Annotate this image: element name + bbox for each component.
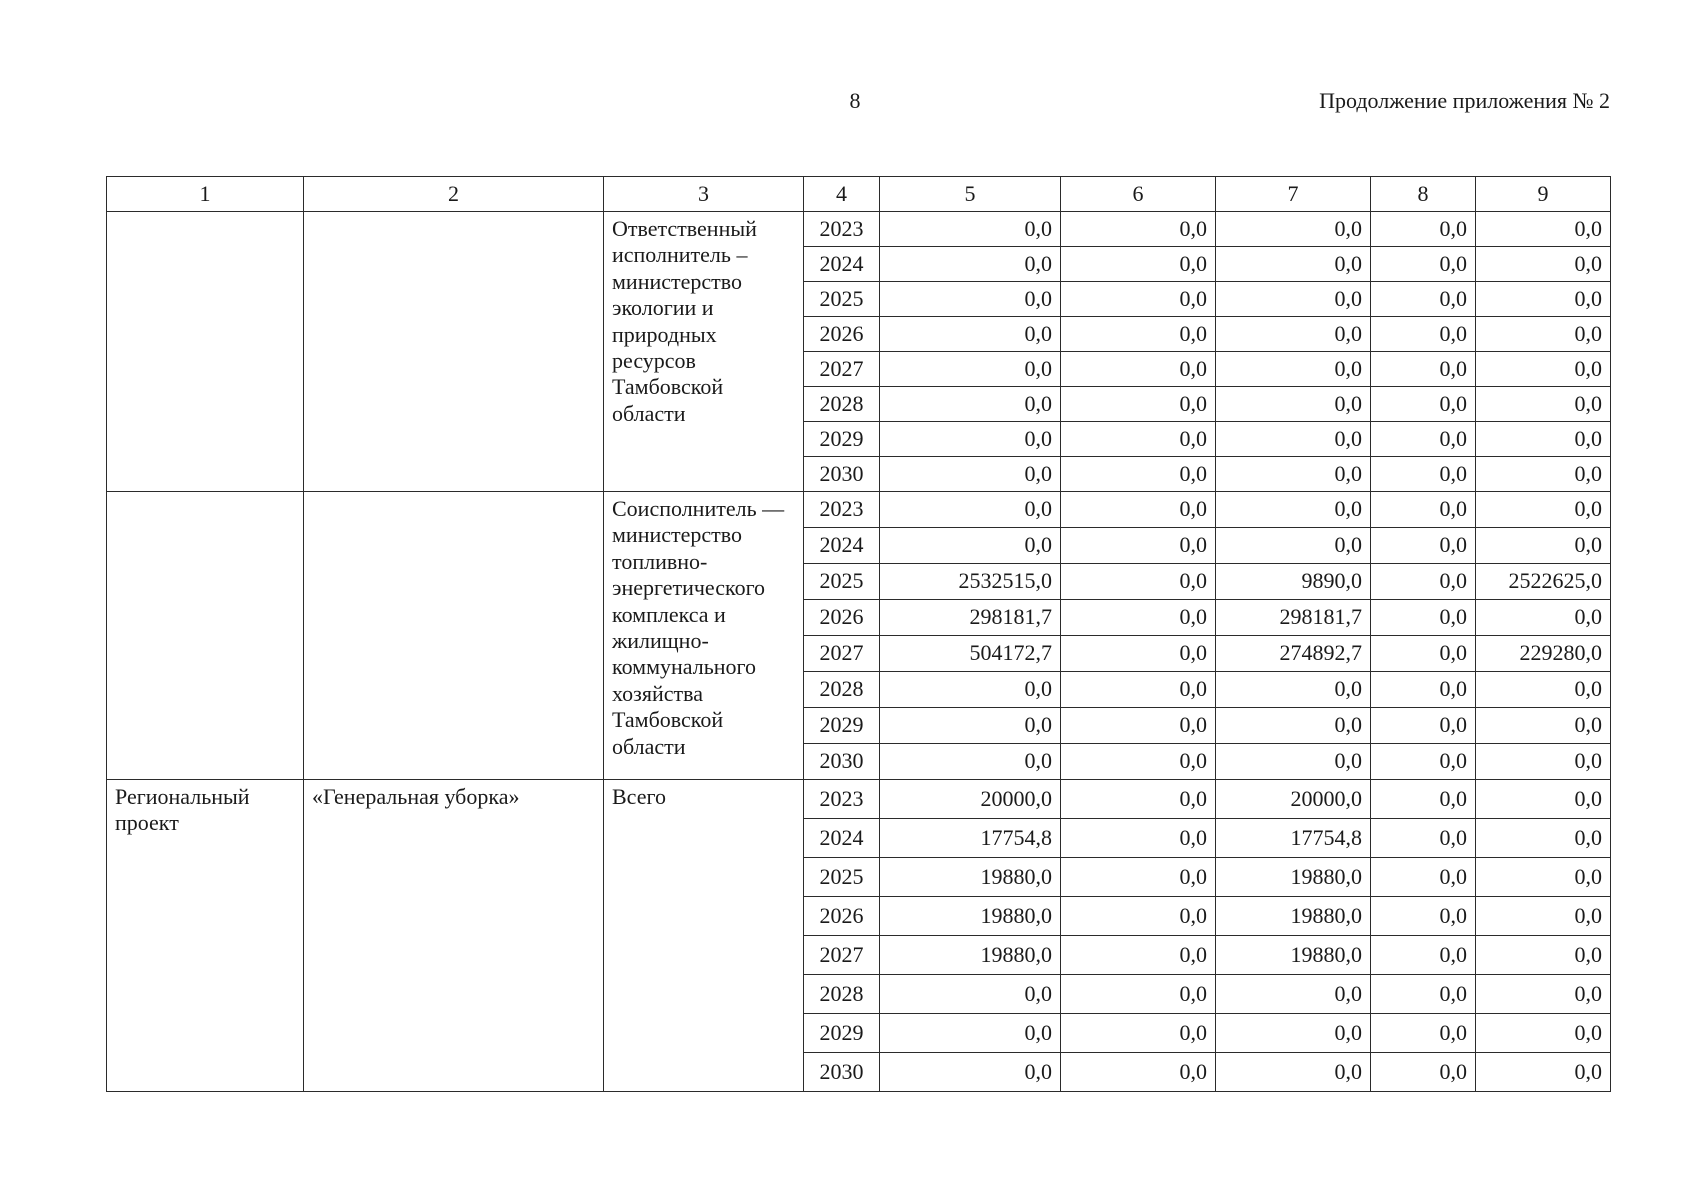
value-cell-c8: 0,0 [1371,780,1476,819]
year-cell: 2023 [804,212,880,247]
value-cell-c7: 0,0 [1216,1053,1371,1092]
year-cell: 2024 [804,819,880,858]
value-cell-c8: 0,0 [1371,247,1476,282]
value-cell-c5: 0,0 [880,1053,1061,1092]
value-cell-c5: 20000,0 [880,780,1061,819]
value-cell-c5: 0,0 [880,317,1061,352]
value-cell-c6: 0,0 [1061,212,1216,247]
value-cell-c8: 0,0 [1371,387,1476,422]
value-cell-c9: 0,0 [1476,212,1611,247]
value-cell-c6: 0,0 [1061,744,1216,780]
value-cell-c5: 17754,8 [880,819,1061,858]
value-cell-c8: 0,0 [1371,1014,1476,1053]
value-cell-c5: 19880,0 [880,936,1061,975]
value-cell-c6: 0,0 [1061,672,1216,708]
year-cell: 2030 [804,457,880,492]
column-number: 3 [604,177,804,212]
row-group-type [107,212,304,492]
table-row [107,212,1611,247]
value-cell-c6: 0,0 [1061,780,1216,819]
year-cell: 2030 [804,744,880,780]
value-cell-c5: 298181,7 [880,600,1061,636]
value-cell-c7: 274892,7 [1216,636,1371,672]
value-cell-c8: 0,0 [1371,600,1476,636]
year-cell: 2023 [804,492,880,528]
value-cell-c6: 0,0 [1061,457,1216,492]
value-cell-c8: 0,0 [1371,352,1476,387]
value-cell-c8: 0,0 [1371,975,1476,1014]
value-cell-c5: 0,0 [880,387,1061,422]
value-cell-c5: 0,0 [880,282,1061,317]
value-cell-c7: 17754,8 [1216,819,1371,858]
value-cell-c8: 0,0 [1371,1053,1476,1092]
value-cell-c9: 0,0 [1476,744,1611,780]
value-cell-c7: 0,0 [1216,528,1371,564]
value-cell-c8: 0,0 [1371,528,1476,564]
year-cell: 2027 [804,636,880,672]
value-cell-c7: 0,0 [1216,387,1371,422]
column-number: 8 [1371,177,1476,212]
value-cell-c6: 0,0 [1061,600,1216,636]
value-cell-c6: 0,0 [1061,282,1216,317]
year-cell: 2023 [804,780,880,819]
value-cell-c6: 0,0 [1061,975,1216,1014]
value-cell-c9: 0,0 [1476,600,1611,636]
page-number: 8 [849,88,861,113]
year-cell: 2029 [804,422,880,457]
value-cell-c9: 0,0 [1476,492,1611,528]
value-cell-c9: 0,0 [1476,708,1611,744]
value-cell-c5: 19880,0 [880,897,1061,936]
year-cell: 2026 [804,600,880,636]
value-cell-c6: 0,0 [1061,897,1216,936]
row-group-name [304,492,604,780]
value-cell-c9: 0,0 [1476,780,1611,819]
value-cell-c7: 298181,7 [1216,600,1371,636]
value-cell-c7: 9890,0 [1216,564,1371,600]
value-cell-c5: 0,0 [880,247,1061,282]
year-cell: 2028 [804,387,880,422]
value-cell-c5: 0,0 [880,422,1061,457]
value-cell-c5: 504172,7 [880,636,1061,672]
budget-table [106,176,1611,1092]
value-cell-c5: 0,0 [880,708,1061,744]
value-cell-c9: 0,0 [1476,528,1611,564]
value-cell-c5: 19880,0 [880,858,1061,897]
value-cell-c6: 0,0 [1061,247,1216,282]
value-cell-c5: 0,0 [880,1014,1061,1053]
value-cell-c5: 0,0 [880,672,1061,708]
value-cell-c7: 0,0 [1216,457,1371,492]
value-cell-c9: 0,0 [1476,1053,1611,1092]
year-cell: 2026 [804,897,880,936]
value-cell-c6: 0,0 [1061,1014,1216,1053]
value-cell-c9: 2522625,0 [1476,564,1611,600]
year-cell: 2026 [804,317,880,352]
value-cell-c5: 0,0 [880,212,1061,247]
value-cell-c6: 0,0 [1061,564,1216,600]
value-cell-c5: 0,0 [880,975,1061,1014]
value-cell-c6: 0,0 [1061,858,1216,897]
value-cell-c9: 0,0 [1476,317,1611,352]
value-cell-c9: 0,0 [1476,282,1611,317]
value-cell-c9: 0,0 [1476,672,1611,708]
value-cell-c8: 0,0 [1371,672,1476,708]
year-cell: 2024 [804,528,880,564]
value-cell-c7: 0,0 [1216,422,1371,457]
column-number-row [107,177,1611,212]
value-cell-c6: 0,0 [1061,317,1216,352]
value-cell-c7: 19880,0 [1216,897,1371,936]
value-cell-c8: 0,0 [1371,212,1476,247]
year-cell: 2024 [804,247,880,282]
value-cell-c9: 0,0 [1476,422,1611,457]
value-cell-c6: 0,0 [1061,936,1216,975]
table-row [107,780,1611,819]
year-cell: 2029 [804,708,880,744]
value-cell-c9: 0,0 [1476,975,1611,1014]
value-cell-c7: 0,0 [1216,672,1371,708]
year-cell: 2027 [804,936,880,975]
column-number: 4 [804,177,880,212]
value-cell-c9: 0,0 [1476,1014,1611,1053]
value-cell-c7: 0,0 [1216,492,1371,528]
value-cell-c7: 0,0 [1216,1014,1371,1053]
value-cell-c6: 0,0 [1061,492,1216,528]
value-cell-c7: 19880,0 [1216,858,1371,897]
value-cell-c8: 0,0 [1371,317,1476,352]
value-cell-c7: 20000,0 [1216,780,1371,819]
value-cell-c5: 0,0 [880,457,1061,492]
year-cell: 2025 [804,564,880,600]
year-cell: 2030 [804,1053,880,1092]
continuation-note: Продолжение приложения № 2 [1319,88,1610,113]
value-cell-c5: 0,0 [880,352,1061,387]
value-cell-c8: 0,0 [1371,422,1476,457]
value-cell-c8: 0,0 [1371,636,1476,672]
value-cell-c9: 0,0 [1476,897,1611,936]
value-cell-c9: 0,0 [1476,247,1611,282]
year-cell: 2025 [804,858,880,897]
value-cell-c8: 0,0 [1371,936,1476,975]
value-cell-c6: 0,0 [1061,708,1216,744]
row-group-executor: Всего [604,780,804,1092]
value-cell-c8: 0,0 [1371,858,1476,897]
row-group-type [107,492,304,780]
row-group-name: «Генеральная уборка» [304,780,604,1092]
value-cell-c7: 0,0 [1216,317,1371,352]
column-number: 9 [1476,177,1611,212]
value-cell-c7: 0,0 [1216,282,1371,317]
value-cell-c8: 0,0 [1371,897,1476,936]
value-cell-c9: 0,0 [1476,387,1611,422]
value-cell-c8: 0,0 [1371,564,1476,600]
value-cell-c9: 229280,0 [1476,636,1611,672]
value-cell-c9: 0,0 [1476,819,1611,858]
year-cell: 2028 [804,975,880,1014]
value-cell-c7: 0,0 [1216,352,1371,387]
column-number: 7 [1216,177,1371,212]
column-number: 2 [304,177,604,212]
value-cell-c8: 0,0 [1371,457,1476,492]
table-body [107,212,1611,1092]
column-number: 5 [880,177,1061,212]
value-cell-c8: 0,0 [1371,744,1476,780]
value-cell-c6: 0,0 [1061,636,1216,672]
column-number: 1 [107,177,304,212]
row-group-executor: Соисполнитель — министерство топливно-энергетического комплекса и жилищно-коммунального хозяйства Тамбовской области [604,492,804,780]
value-cell-c9: 0,0 [1476,352,1611,387]
value-cell-c5: 0,0 [880,492,1061,528]
value-cell-c6: 0,0 [1061,422,1216,457]
value-cell-c6: 0,0 [1061,352,1216,387]
year-cell: 2025 [804,282,880,317]
value-cell-c7: 0,0 [1216,212,1371,247]
row-group-type: Региональный проект [107,780,304,1092]
value-cell-c7: 0,0 [1216,744,1371,780]
column-number: 6 [1061,177,1216,212]
value-cell-c6: 0,0 [1061,387,1216,422]
value-cell-c7: 0,0 [1216,975,1371,1014]
year-cell: 2029 [804,1014,880,1053]
value-cell-c6: 0,0 [1061,1053,1216,1092]
value-cell-c5: 2532515,0 [880,564,1061,600]
value-cell-c9: 0,0 [1476,858,1611,897]
value-cell-c8: 0,0 [1371,819,1476,858]
value-cell-c5: 0,0 [880,744,1061,780]
value-cell-c5: 0,0 [880,528,1061,564]
value-cell-c7: 0,0 [1216,708,1371,744]
value-cell-c6: 0,0 [1061,528,1216,564]
value-cell-c9: 0,0 [1476,457,1611,492]
value-cell-c8: 0,0 [1371,708,1476,744]
value-cell-c6: 0,0 [1061,819,1216,858]
value-cell-c8: 0,0 [1371,282,1476,317]
year-cell: 2027 [804,352,880,387]
row-group-name [304,212,604,492]
year-cell: 2028 [804,672,880,708]
value-cell-c9: 0,0 [1476,936,1611,975]
row-group-executor: Ответственный исполнитель – министерство экологии и природных ресурсов Тамбовской области [604,212,804,492]
value-cell-c7: 0,0 [1216,247,1371,282]
value-cell-c7: 19880,0 [1216,936,1371,975]
value-cell-c8: 0,0 [1371,492,1476,528]
table-row [107,492,1611,528]
